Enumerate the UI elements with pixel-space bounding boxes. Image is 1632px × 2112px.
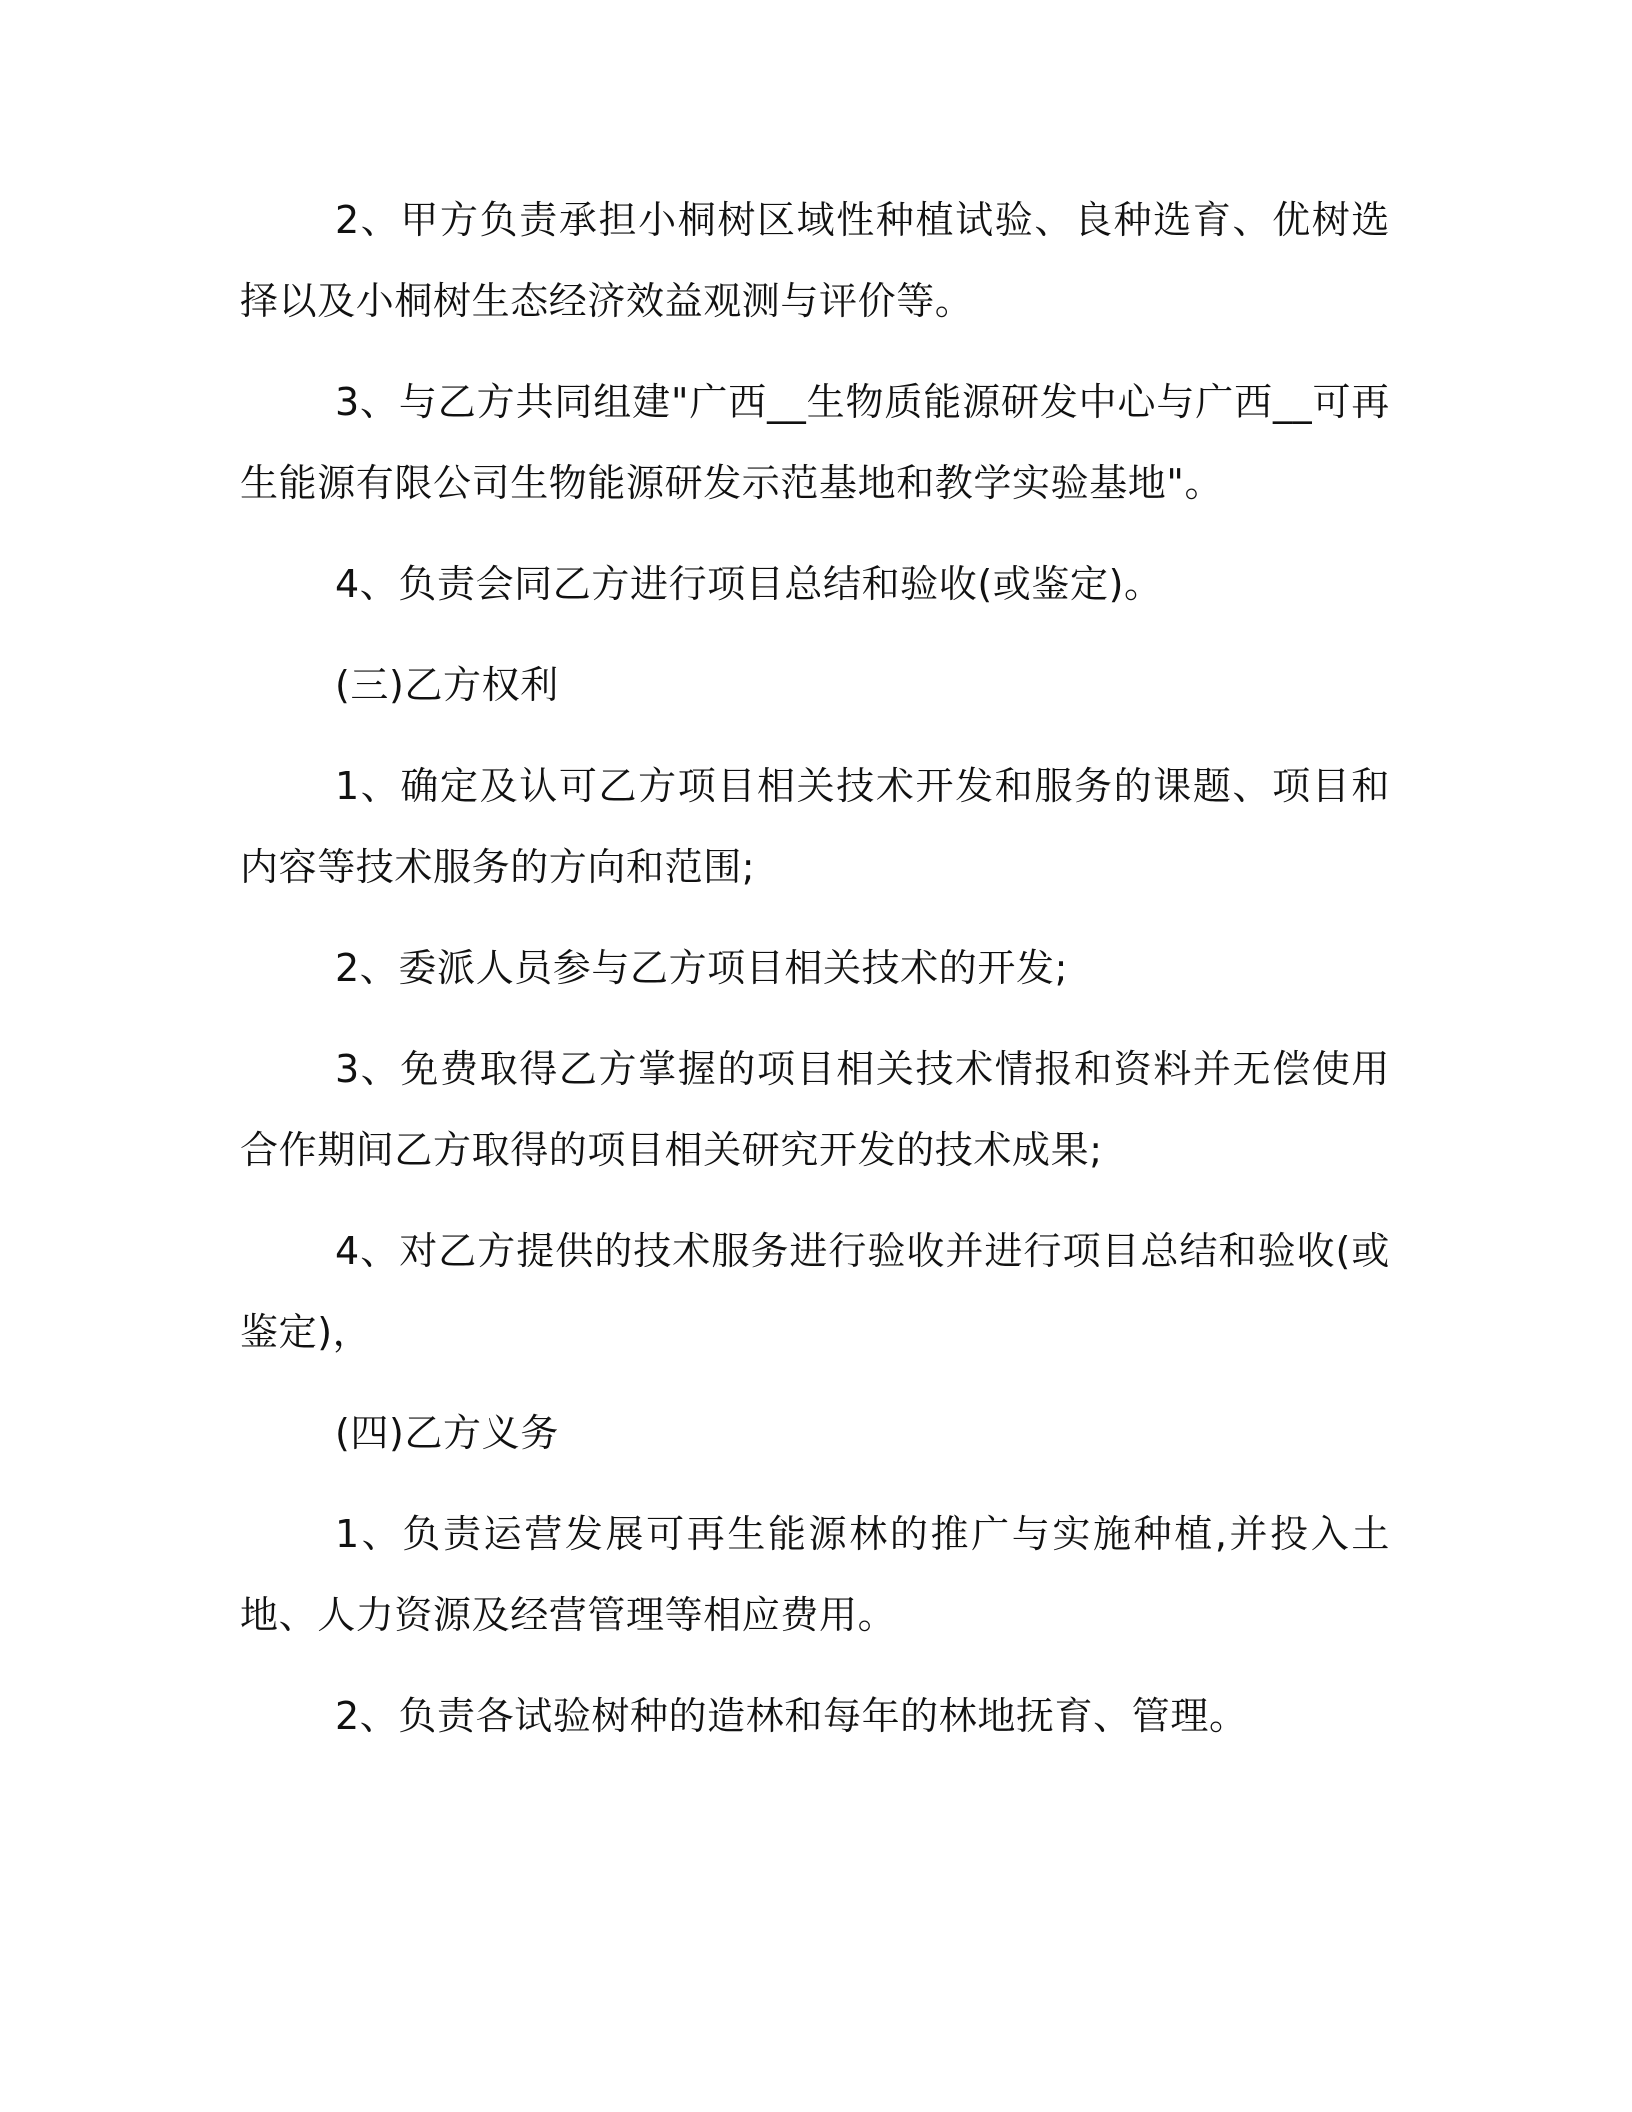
section-heading: (四)乙方义务 [335,1411,559,1455]
paragraph: 4、负责会同乙方进行项目总结和验收(或鉴定)。 [335,562,1163,606]
paragraph: 2、负责各试验树种的造林和每年的林地抚育、管理。 [335,1694,1248,1738]
section-heading: (三)乙方权利 [335,663,559,707]
document-body [240,180,1390,1757]
paragraph: 2、委派人员参与乙方项目相关技术的开发; [335,946,1068,990]
paragraph: 3、免费取得乙方掌握的项目相关技术情报和资料并无偿使用合作期间乙方取得的项目相关研究开发的技术成果; [240,1047,1390,1172]
paragraph: 4、对乙方提供的技术服务进行验收并进行项目总结和验收(或鉴定)， [240,1229,1390,1354]
paragraph: 1、负责运营发展可再生能源林的推广与实施种植,并投入土地、人力资源及经营管理等相应费用。 [240,1512,1390,1637]
paragraph: 1、确定及认可乙方项目相关技术开发和服务的课题、项目和内容等技术服务的方向和范围; [240,764,1390,889]
paragraph: 2、甲方负责承担小桐树区域性种植试验、良种选育、优树选择以及小桐树生态经济效益观测与评价等。 [240,198,1390,323]
paragraph: 3、与乙方共同组建"广西__生物质能源研发中心与广西__可再生能源有限公司生物能源研发示范基地和教学实验基地"。 [240,380,1390,505]
